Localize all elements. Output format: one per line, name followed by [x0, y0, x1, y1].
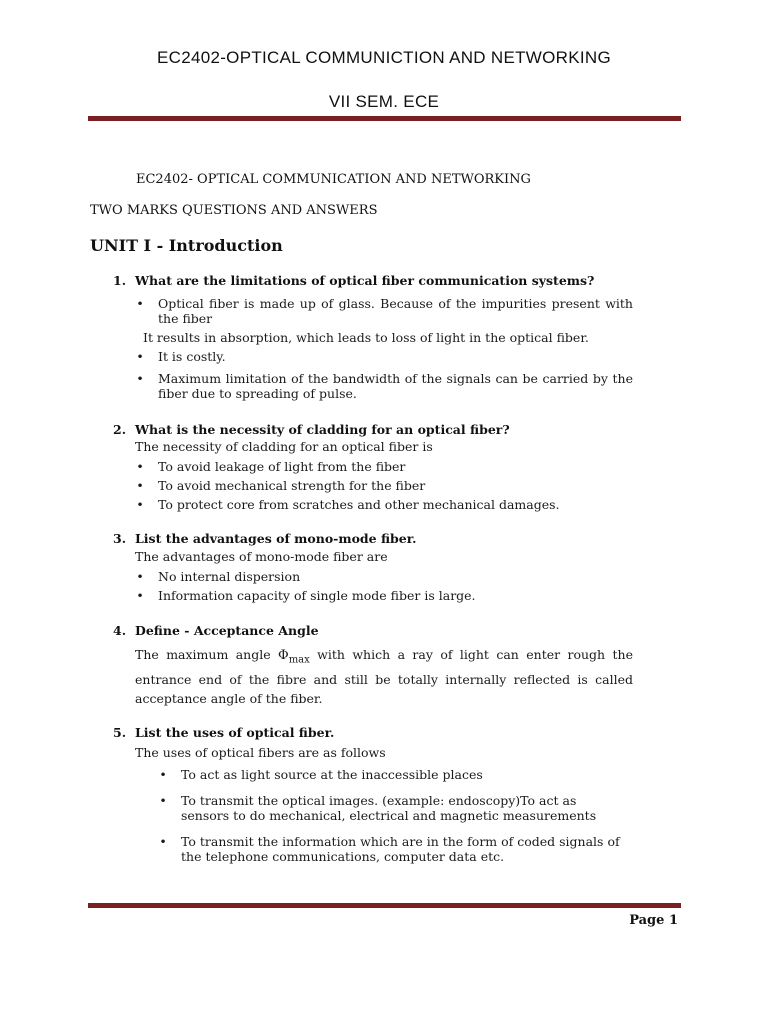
definition-text: The maximum angle: [135, 647, 279, 662]
phi-symbol: Φ: [278, 648, 289, 663]
bullet: •: [159, 793, 167, 808]
bullet: •: [136, 296, 144, 311]
bullet: •: [159, 767, 167, 782]
list-item-text: No internal dispersion: [158, 569, 301, 584]
list-item: [159, 834, 621, 864]
header-semester: VII SEM. ECE: [328, 92, 440, 111]
list-item-text: Optical fiber is made up of glass. Because of the impurities present with the fiber: [158, 296, 633, 326]
footer-rule: [88, 903, 681, 908]
header-rule: [88, 116, 681, 121]
definition-paragraph: [135, 645, 633, 708]
paragraph: The uses of optical fibers are as follows: [135, 745, 386, 760]
question-3: [113, 531, 653, 546]
list-item: [136, 296, 633, 326]
bullet: •: [159, 834, 167, 849]
document-subtitle: TWO MARKS QUESTIONS AND ANSWERS: [90, 203, 378, 218]
question-1: [113, 273, 653, 288]
question-text: List the uses of optical fiber.: [135, 725, 335, 740]
document-title: EC2402- OPTICAL COMMUNICATION AND NETWORKING: [136, 172, 531, 187]
paragraph: The advantages of mono-mode fiber are: [135, 549, 388, 564]
question-text: What are the limitations of optical fiber communication systems?: [135, 273, 595, 288]
list-item-text: To act as light source at the inaccessible places: [181, 767, 483, 782]
unit-heading: UNIT I - Introduction: [90, 236, 283, 255]
list-item: [136, 371, 633, 401]
list-item-text: To protect core from scratches and other mechanical damages.: [158, 497, 560, 512]
question-number: 3.: [113, 531, 127, 546]
list-item-text: To transmit the optical images. (example: endoscopy)To act as sensors to do mechanical, electrical and magnetic measurements: [181, 793, 597, 823]
header-title: EC2402-OPTICAL COMMUNICTION AND NETWORKING: [156, 48, 612, 67]
question-text: List the advantages of mono-mode fiber.: [135, 531, 417, 546]
bullet: •: [136, 459, 144, 474]
list-item-text: It is costly.: [158, 349, 226, 364]
list-item: [136, 569, 301, 584]
bullet: •: [136, 349, 144, 364]
list-item-text: Maximum limitation of the bandwidth of the signals can be carried by the fiber due to spreading of pulse.: [158, 371, 633, 401]
list-item: [136, 459, 406, 474]
max-subscript: max: [288, 654, 310, 666]
question-number: 5.: [113, 725, 127, 740]
paragraph: It results in absorption, which leads to loss of light in the optical fiber.: [143, 330, 589, 345]
question-4: [113, 623, 653, 638]
question-text: Define - Acceptance Angle: [135, 623, 319, 638]
question-number: 1.: [113, 273, 127, 288]
bullet: •: [136, 588, 144, 603]
question-2: [113, 422, 653, 437]
bullet: •: [136, 478, 144, 493]
definition-text: with which a ray of light can enter rough the entrance end of the fibre and still be totally internally reflected is called acceptance angle of the fiber.: [135, 647, 633, 706]
bullet: •: [136, 497, 144, 512]
question-5: [113, 725, 653, 740]
list-item-text: Information capacity of single mode fiber is large.: [158, 588, 476, 603]
bullet: •: [136, 569, 144, 584]
paragraph: The necessity of cladding for an optical fiber is: [135, 439, 433, 454]
list-item: [136, 478, 426, 493]
question-text: What is the necessity of cladding for an optical fiber?: [135, 422, 510, 437]
list-item-text: To avoid leakage of light from the fiber: [158, 459, 406, 474]
list-item: [159, 767, 483, 782]
list-item: [136, 497, 560, 512]
list-item-text: To transmit the information which are in the form of coded signals of the telephone communications, computer data etc.: [181, 834, 620, 864]
page-number: Page 1: [629, 913, 678, 928]
list-item: [159, 793, 621, 823]
list-item: [136, 349, 226, 364]
question-number: 4.: [113, 623, 127, 638]
bullet: •: [136, 371, 144, 386]
list-item: [136, 588, 476, 603]
list-item-text: To avoid mechanical strength for the fiber: [158, 478, 426, 493]
question-number: 2.: [113, 422, 127, 437]
